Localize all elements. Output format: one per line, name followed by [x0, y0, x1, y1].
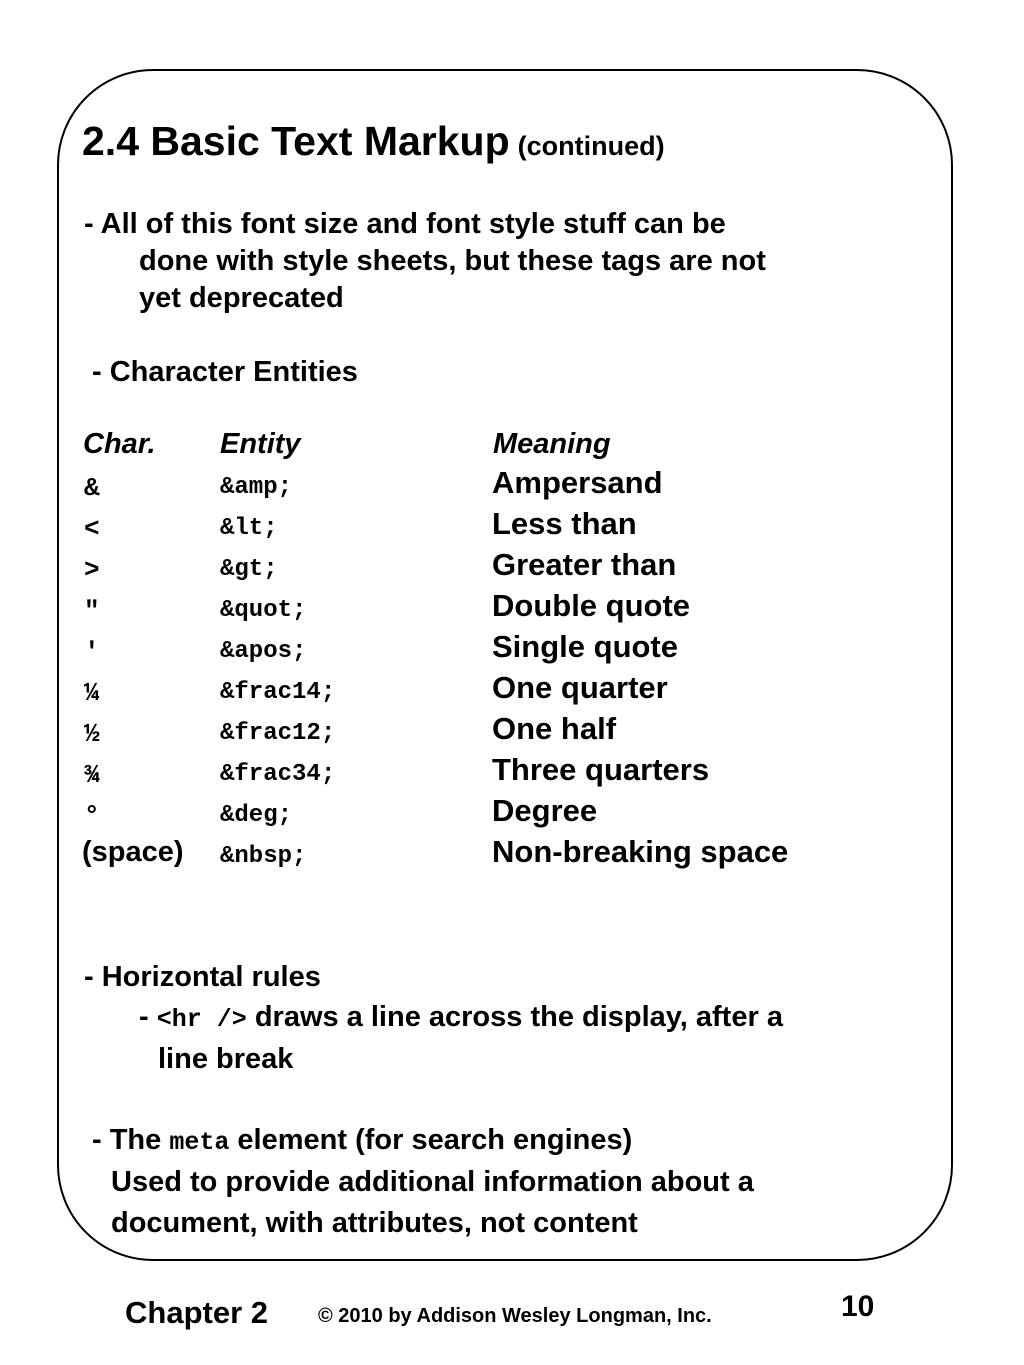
header-char: Char. [83, 428, 156, 460]
hr-heading: - Horizontal rules [84, 961, 321, 993]
header-meaning: Meaning [493, 428, 611, 460]
meta-line-3: document, with attributes, not content [111, 1207, 638, 1239]
entities-heading: - Character Entities [92, 356, 358, 388]
row-entity: &frac14; [220, 679, 336, 706]
slide-title [82, 118, 665, 165]
row-char: (space) [82, 836, 184, 868]
row-char: ' [84, 637, 100, 667]
row-char: & [84, 473, 100, 503]
row-meaning: Non-breaking space [492, 834, 789, 869]
row-char: ° [84, 801, 100, 831]
title-main: 2.4 Basic Text Markup [82, 118, 510, 164]
meta-prefix: - The [92, 1124, 162, 1156]
row-meaning: Single quote [492, 629, 678, 664]
row-entity: &frac12; [220, 720, 336, 747]
row-meaning: One half [492, 711, 617, 746]
meta-line-1 [92, 1122, 632, 1161]
row-char: < [84, 514, 100, 544]
meta-tag: meta [169, 1128, 230, 1157]
row-entity: &deg; [220, 802, 293, 829]
row-char: ¼ [84, 678, 100, 708]
hr-line-1 [139, 999, 783, 1038]
row-entity: &nbsp; [220, 843, 307, 870]
row-meaning: Ampersand [492, 465, 663, 500]
row-char: " [84, 596, 100, 626]
hr-line-2: line break [158, 1043, 294, 1075]
meta-suffix: element (for search engines) [237, 1124, 633, 1156]
row-meaning: Double quote [492, 588, 691, 623]
hr-dash: - [139, 1001, 149, 1033]
row-entity: &apos; [220, 638, 307, 665]
row-meaning: Less than [492, 506, 637, 541]
row-entity: &frac34; [220, 761, 336, 788]
row-meaning: One quarter [492, 670, 668, 705]
row-entity: &lt; [220, 515, 278, 542]
row-entity: &gt; [220, 556, 278, 583]
title-sub: (continued) [517, 131, 665, 161]
footer-chapter: Chapter 2 [125, 1295, 268, 1330]
hr-text-1: draws a line across the display, after a [254, 1001, 783, 1033]
header-entity: Entity [220, 428, 301, 460]
row-entity: &quot; [220, 597, 307, 624]
intro-line-2: done with style sheets, but these tags are not [139, 245, 766, 277]
page-number: 10 [841, 1290, 875, 1323]
row-char: > [84, 555, 100, 585]
intro-line-3: yet deprecated [139, 282, 344, 314]
row-entity: &amp; [220, 474, 293, 501]
intro-line-1: - All of this font size and font style stuff can be [84, 208, 726, 240]
meta-line-2: Used to provide additional information about a [111, 1166, 754, 1198]
row-char: ¾ [84, 760, 100, 790]
row-meaning: Three quarters [492, 752, 710, 787]
row-char: ½ [84, 719, 100, 749]
hr-tag: <hr /> [156, 1005, 247, 1034]
footer-copyright: © 2010 by Addison Wesley Longman, Inc. [318, 1305, 712, 1327]
row-meaning: Greater than [492, 547, 677, 582]
row-meaning: Degree [492, 793, 598, 828]
